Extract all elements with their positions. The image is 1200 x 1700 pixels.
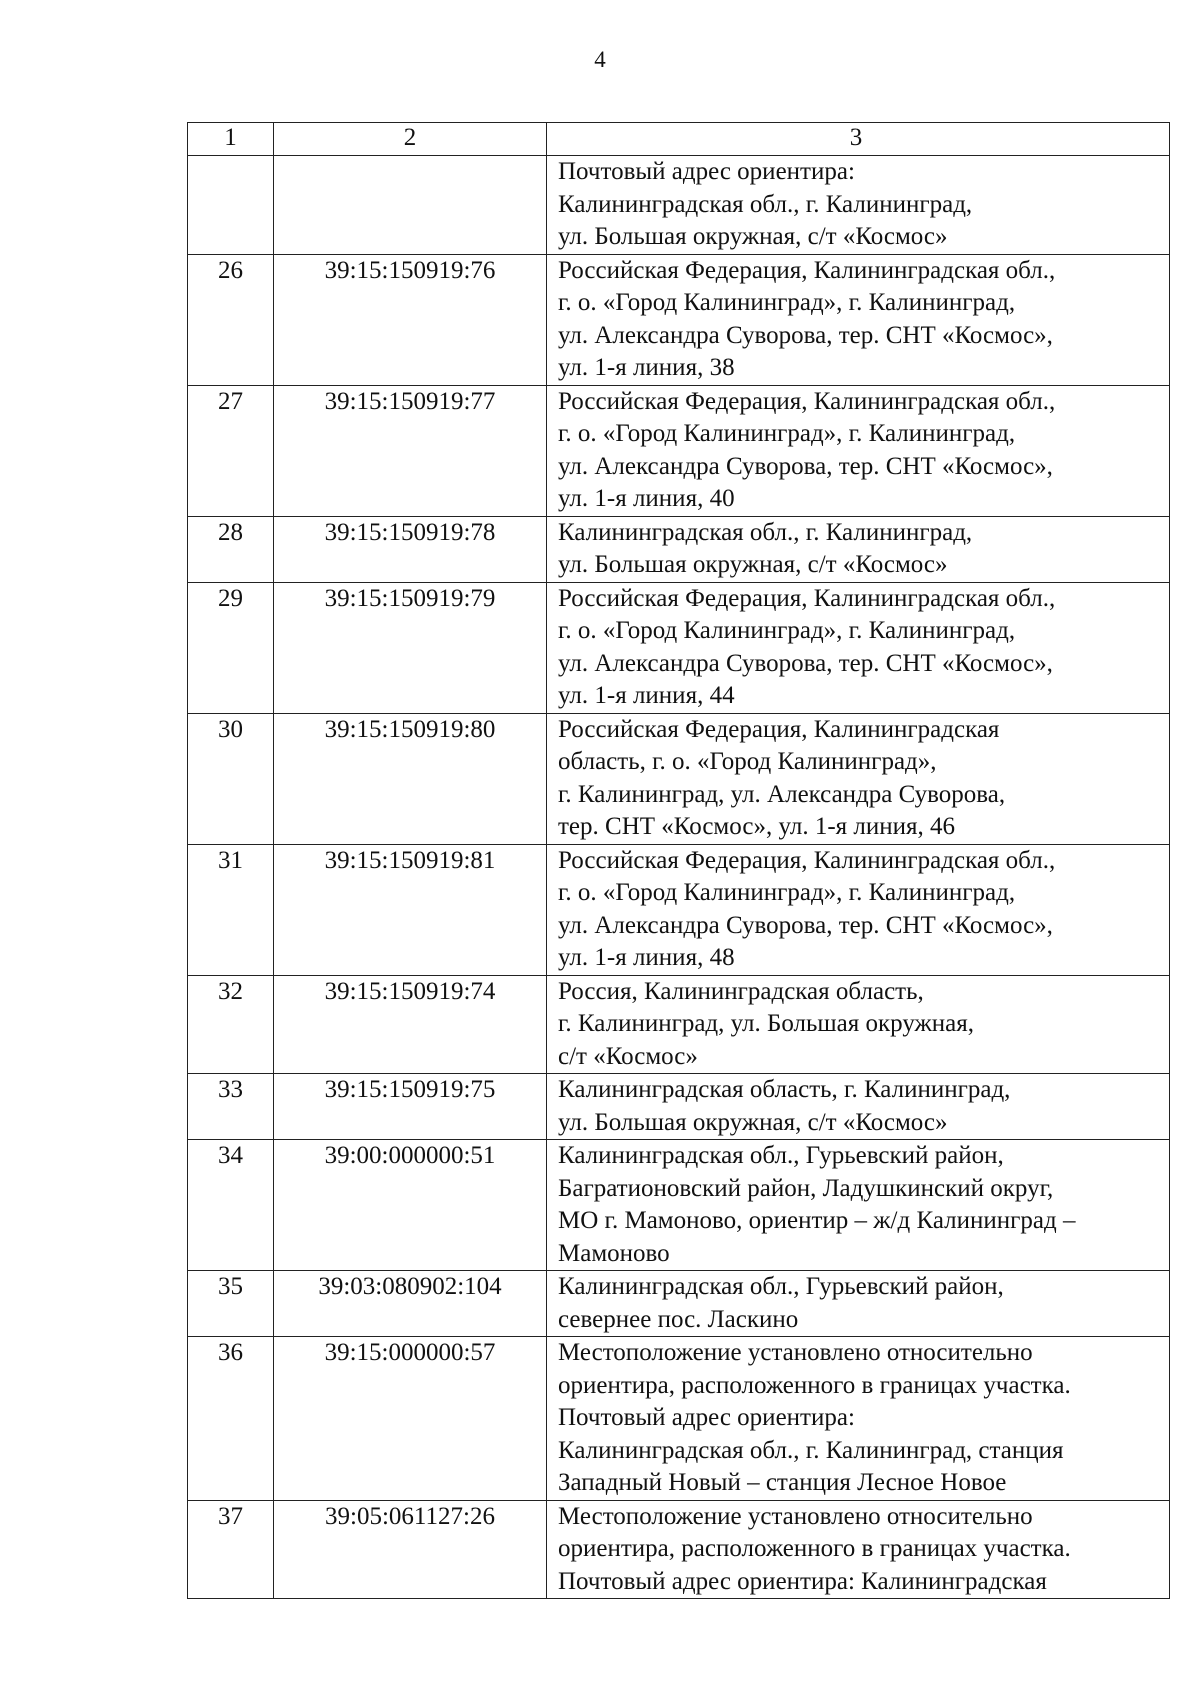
address-line: ул. Большая окружная, с/т «Космос» xyxy=(558,223,948,250)
address-line: Мамоново xyxy=(558,1239,670,1267)
address-line: ул. 1-я линия, 38 xyxy=(558,354,735,381)
address-cell xyxy=(547,975,1170,1074)
table-row xyxy=(188,1074,1170,1140)
row-number: 26 xyxy=(188,254,274,385)
address-line: тер. СНТ «Космос», ул. 1-я линия, 46 xyxy=(558,813,956,840)
parcel-table xyxy=(187,122,1170,1599)
address-line: МО г. Мамоново, ориентир – ж/д Калининград – xyxy=(558,1207,1076,1234)
address-cell xyxy=(547,582,1170,713)
row-number: 36 xyxy=(188,1337,274,1501)
address-line: Калининградская обл., г. Калининград, xyxy=(558,190,973,218)
address-line: Российская Федерация, Калининградская обл., xyxy=(558,584,1056,612)
address-line: с/т «Космос» xyxy=(558,1042,698,1070)
address-line: Калининградская обл., Гурьевский район, xyxy=(558,1142,1004,1169)
address-line: ул. 1-я линия, 48 xyxy=(558,944,735,971)
table-row xyxy=(188,1500,1170,1599)
address-line: г. о. «Город Калининград», г. Калининград, xyxy=(558,289,1016,316)
address-line: ул. Большая окружная, с/т «Космос» xyxy=(558,1108,948,1136)
address-line: Калининградская область, г. Калининград, xyxy=(558,1076,1011,1103)
table-row xyxy=(188,844,1170,975)
table-body xyxy=(188,123,1170,1599)
table-row xyxy=(188,385,1170,516)
header-col-2: 2 xyxy=(274,123,547,156)
cadastral-number: 39:15:150919:75 xyxy=(274,1074,547,1140)
cadastral-number: 39:03:080902:104 xyxy=(274,1271,547,1337)
row-number: 33 xyxy=(188,1074,274,1140)
address-cell xyxy=(547,1074,1170,1140)
row-number xyxy=(188,156,274,255)
cadastral-number: 39:15:150919:78 xyxy=(274,516,547,582)
address-line: ориентира, расположенного в границах участка. xyxy=(558,1535,1071,1562)
row-number: 29 xyxy=(188,582,274,713)
row-number: 32 xyxy=(188,975,274,1074)
cadastral-number: 39:15:150919:80 xyxy=(274,713,547,844)
row-number: 34 xyxy=(188,1140,274,1271)
cadastral-number xyxy=(274,156,547,255)
address-line: ул. 1-я линия, 44 xyxy=(558,682,735,709)
address-cell xyxy=(547,713,1170,844)
table-row xyxy=(188,1337,1170,1501)
address-cell xyxy=(547,1271,1170,1337)
address-line: г. о. «Город Калининград», г. Калининград, xyxy=(558,420,1016,447)
address-line: Российская Федерация, Калининградская обл., xyxy=(558,256,1056,284)
address-line: севернее пос. Ласкино xyxy=(558,1305,799,1333)
address-cell xyxy=(547,1500,1170,1599)
cadastral-number: 39:00:000000:51 xyxy=(274,1140,547,1271)
table-row xyxy=(188,975,1170,1074)
cadastral-number: 39:15:150919:76 xyxy=(274,254,547,385)
address-line: г. Калининград, ул. Александра Суворова, xyxy=(558,780,1006,808)
cadastral-number: 39:15:150919:79 xyxy=(274,582,547,713)
cadastral-number: 39:15:150919:74 xyxy=(274,975,547,1074)
address-line: ул. 1-я линия, 40 xyxy=(558,485,735,512)
table-row xyxy=(188,713,1170,844)
address-line: Калининградская обл., г. Калининград, станция xyxy=(558,1436,1064,1464)
table-row xyxy=(188,1271,1170,1337)
table-row xyxy=(188,582,1170,713)
address-line: Местоположение установлено относительно xyxy=(558,1502,1033,1530)
cadastral-number: 39:05:061127:26 xyxy=(274,1500,547,1599)
address-line: Багратионовский район, Ладушкинский округ, xyxy=(558,1174,1054,1202)
address-line: Российская Федерация, Калининградская xyxy=(558,715,1000,743)
cadastral-number: 39:15:000000:57 xyxy=(274,1337,547,1501)
address-cell xyxy=(547,844,1170,975)
address-line: г. Калининград, ул. Большая окружная, xyxy=(558,1010,975,1037)
table-row xyxy=(188,516,1170,582)
header-col-3: 3 xyxy=(547,123,1170,156)
address-cell xyxy=(547,385,1170,516)
address-line: ул. Александра Суворова, тер. СНТ «Космос», xyxy=(558,452,1053,480)
address-line: область, г. о. «Город Калининград», xyxy=(558,748,937,775)
address-line: Почтовый адрес ориентира: Калининградская xyxy=(558,1567,1047,1595)
row-number: 35 xyxy=(188,1271,274,1337)
address-line: Почтовый адрес ориентира: xyxy=(558,1404,855,1431)
address-line: Калининградская обл., Гурьевский район, xyxy=(558,1273,1004,1300)
address-cell xyxy=(547,516,1170,582)
table-row xyxy=(188,254,1170,385)
address-line: г. о. «Город Калининград», г. Калининград, xyxy=(558,617,1016,644)
address-cell xyxy=(547,1140,1170,1271)
address-line: ориентира, расположенного в границах участка. xyxy=(558,1371,1071,1399)
address-cell xyxy=(547,254,1170,385)
address-line: ул. Александра Суворова, тер. СНТ «Космос», xyxy=(558,911,1053,939)
table-header-row xyxy=(188,123,1170,156)
header-col-1: 1 xyxy=(188,123,274,156)
address-line: ул. Большая окружная, с/т «Космос» xyxy=(558,551,948,578)
row-number: 28 xyxy=(188,516,274,582)
address-cell xyxy=(547,156,1170,255)
page-number: 4 xyxy=(594,47,606,72)
address-line: Российская Федерация, Калининградская обл., xyxy=(558,846,1056,874)
address-line: Калининградская обл., г. Калининград, xyxy=(558,518,973,546)
row-number: 30 xyxy=(188,713,274,844)
address-line: ул. Александра Суворова, тер. СНТ «Космос», xyxy=(558,321,1053,349)
address-line: ул. Александра Суворова, тер. СНТ «Космос», xyxy=(558,649,1053,677)
address-line: Западный Новый – станция Лесное Новое xyxy=(558,1469,1007,1496)
table-row xyxy=(188,156,1170,255)
row-number: 27 xyxy=(188,385,274,516)
address-line: Российская Федерация, Калининградская обл., xyxy=(558,387,1056,415)
row-number: 37 xyxy=(188,1500,274,1599)
cadastral-number: 39:15:150919:81 xyxy=(274,844,547,975)
address-line: г. о. «Город Калининград», г. Калининград, xyxy=(558,879,1016,906)
address-line: Россия, Калининградская область, xyxy=(558,977,924,1005)
cadastral-number: 39:15:150919:77 xyxy=(274,385,547,516)
table-row xyxy=(188,1140,1170,1271)
address-cell xyxy=(547,1337,1170,1501)
address-line: Почтовый адрес ориентира: xyxy=(558,158,855,185)
address-line: Местоположение установлено относительно xyxy=(558,1339,1033,1366)
row-number: 31 xyxy=(188,844,274,975)
